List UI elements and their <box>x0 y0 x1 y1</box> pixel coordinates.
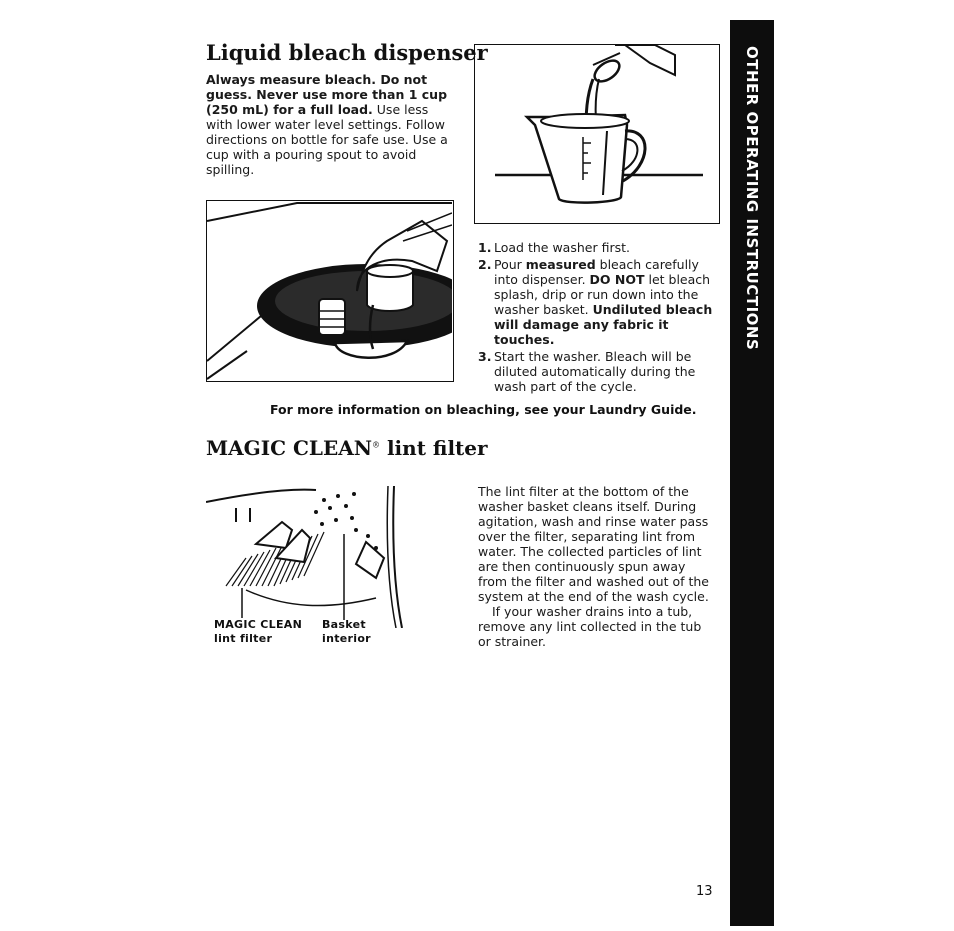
bleach-intro <box>206 72 448 177</box>
page-number: 13 <box>696 884 713 899</box>
lint-paragraph-1: The lint filter at the bottom of the washer basket cleans itself. During agitation, wash and rinse water pass over the filter, separating lint from water. The collected particles of lint are then continuously spun away from the filter and washed out of the system at the end of the wash cycle. <box>478 484 709 604</box>
lint-heading-rest: lint filter <box>380 436 488 460</box>
lint-filter-illustration <box>206 478 436 628</box>
bleach-steps <box>478 240 724 396</box>
bleach-heading: Liquid bleach dispenser <box>206 40 488 65</box>
step-item <box>478 240 724 255</box>
registered-mark: ® <box>372 440 380 450</box>
lint-paragraph-2: If your washer drains into a tub, remove any lint collected in the tub or strainer. <box>478 604 702 649</box>
bleach-intro-bold: Always measure bleach. Do not guess. Never use more than 1 cup (250 mL) for a full load. <box>206 72 448 117</box>
bleach-more-info: For more information on bleaching, see your Laundry Guide. <box>270 402 697 417</box>
step-number: 1. <box>478 240 492 255</box>
lint-heading-main: MAGIC CLEAN <box>206 436 372 460</box>
steps-list <box>478 240 724 394</box>
lint-description <box>478 484 718 649</box>
step-text: let bleach splash, drip or run down into the washer basket. <box>494 272 711 317</box>
step-number: 3. <box>478 349 492 364</box>
washer-dispenser-illustration <box>206 200 454 382</box>
measuring-cup-illustration <box>474 44 720 224</box>
step-number: 2. <box>478 257 492 272</box>
step-text: Load the washer first. <box>494 240 630 255</box>
step-text: measured <box>525 257 596 272</box>
step-text: Undiluted bleach will damage any fabric it touches. <box>494 302 713 347</box>
step-text: bleach carefully into dispenser. <box>494 257 699 287</box>
step-item <box>478 349 724 394</box>
bleach-intro-rest: Use less with lower water level settings. Follow directions on bottle for safe use. Use a cup with a pouring spout to avoid spilling. <box>206 102 448 177</box>
lint-heading <box>206 436 488 460</box>
section-tab-label: OTHER OPERATING INSTRUCTIONS <box>743 46 761 351</box>
caption-lint-filter: MAGIC CLEAN lint filter <box>214 618 303 645</box>
section-tab <box>730 20 774 926</box>
step-text: DO NOT <box>589 272 645 287</box>
step-item <box>478 257 724 347</box>
caption-basket-interior: Basket interior <box>322 618 371 645</box>
step-text: Pour <box>494 257 526 272</box>
step-text: Start the washer. Bleach will be diluted automatically during the wash part of the cycle. <box>494 349 696 394</box>
